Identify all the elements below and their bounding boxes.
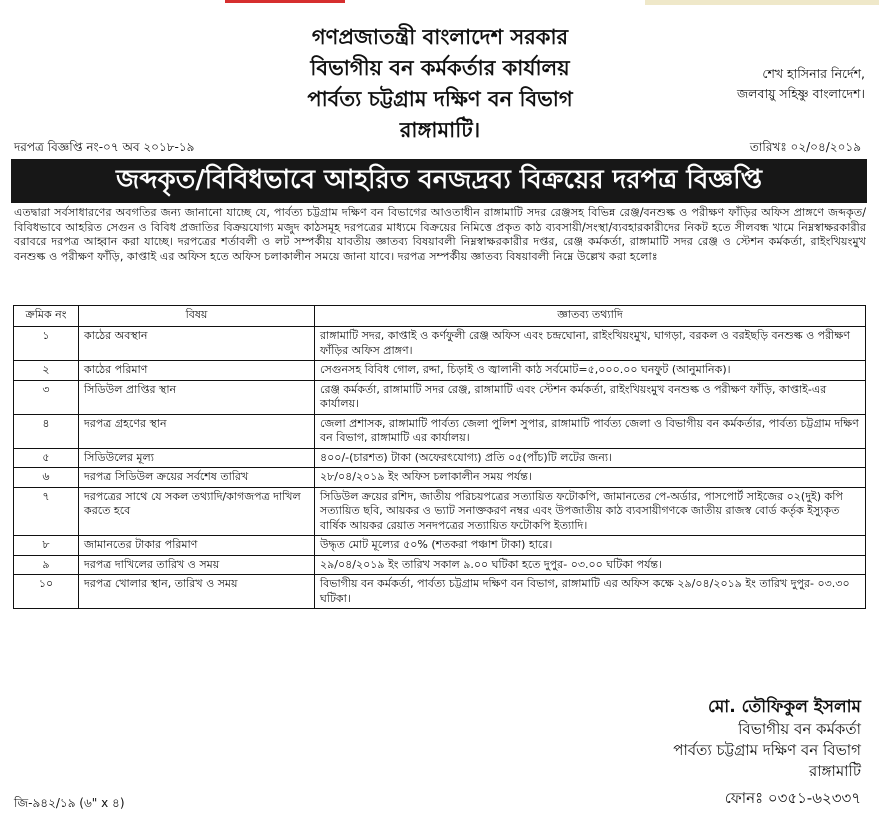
table-row [14,448,866,468]
col-header-subject: বিষয় [79,306,315,327]
col-header-serial: ক্রমিক নং [14,306,79,327]
signatory-name: মো. তৌফিকুল ইসলাম [707,697,861,717]
col-header-info: জ্ঞাতব্য তথ্যাদি [315,306,866,327]
row-subject: সিডিউলের মূল্য [79,448,315,468]
row-subject: কাঠের পরিমাণ [79,361,315,381]
header-line-division: পার্বত্য চট্টগ্রাম দক্ষিণ বন বিভাগ [307,87,573,111]
table-row [14,575,866,609]
header-line-govt: গণপ্রজাতন্ত্রী বাংলাদেশ সরকার [311,25,569,49]
row-info: উদ্ধৃত মোট মূল্যের ৫০% (শতকরা পঞ্চাশ টাকা) হারে। [315,536,866,556]
signatory-office: পার্বত্য চট্টগ্রাম দক্ষিণ বন বিভাগ [673,741,861,759]
row-subject: দরপত্র খোলার স্থান, তারিখ ও সময় [79,575,315,609]
header-line-office: বিভাগীয় বন কর্মকর্তার কার্যালয় [310,56,570,80]
table-row [14,327,866,361]
signature-block [531,695,861,809]
notice-title-banner [11,159,867,203]
row-subject: দরপত্র গ্রহণের স্থান [79,414,315,448]
row-info: সিডিউল ক্রয়ের রশিদ, জাতীয় পরিচয়পত্রের সত্যায়িত ফটোকপি, জামানতের পে-অর্ডার, পাসপোর্ট সাইজের ০২(দুই) কপি সত্যায়িত ছবি, আয়কর ও ভ্যাট সনাক্তকরণ নম্বর এবং উপজাতীয় কাঠ ব্যবসায়ীগণকে জাতীয় রাজস্ব বোর্ড কর্তৃক ইস্যুকৃত বার্ষিক আয়কর রেয়াত সনদপত্রের সত্যায়িত ফটোকপি ইত্যাদি। [315,487,866,536]
signatory-phone: ফোনঃ ০৩৫১-৬২৩৩৭ [724,789,861,807]
row-subject: সিডিউল প্রাপ্তির স্থান [79,380,315,414]
row-serial: ৯ [14,555,79,575]
row-info: রাঙ্গামাটি সদর, কাপ্তাই ও কর্ণফুলী রেঞ্জ অফিস এবং চন্দ্রঘোনা, রাইংখিয়ংমুখ, ঘাগড়া, বরকল ও বরইছড়ি বনশুল্ক ও পরীক্ষণ ফাঁড়ির অফিস প্রাঙ্গণ। [315,327,866,361]
row-serial: ৭ [14,487,79,536]
row-subject: দরপত্র সিডিউল ক্রয়ের সর্বশেষ তারিখ [79,468,315,488]
motto [655,64,865,104]
header-line-city: রাঙ্গামাটি। [399,118,481,142]
row-info: রেঞ্জ কর্মকর্তা, রাঙ্গামাটি সদর রেঞ্জ, রাঙ্গামাটি এবং স্টেশন কর্মকর্তা, রাইংখিয়ংমুখ বনশুল্ক ও পরীক্ষণ ফাঁড়ি, কাপ্তাই-এর কার্যালয়। [315,380,866,414]
notice-title: জব্দকৃত/বিবিধভাবে আহরিত বনজদ্রব্য বিক্রয়ের দরপত্র বিজ্ঞপ্তি [116,165,762,195]
table-row [14,414,866,448]
table-row [14,361,866,381]
row-subject: কাঠের অবস্থান [79,327,315,361]
office-header [240,22,640,146]
row-serial: ১০ [14,575,79,609]
row-serial: ৮ [14,536,79,556]
table-row [14,555,866,575]
signatory-designation: বিভাগীয় বন কর্মকর্তা [738,720,861,738]
row-serial: ৫ [14,448,79,468]
row-serial: ৪ [14,414,79,448]
ad-code: জি-৯৪২/১৯ (৬" x ৪) [14,796,125,810]
row-info: সেগুনসহ বিবিধ গোল, রদ্দা, চিড়াই ও জ্বালানী কাঠ সর্বমোট=৫,০০০.০০ ঘনফুট (আনুমানিক)। [315,361,866,381]
row-serial: ১ [14,327,79,361]
table-header-row [14,306,866,327]
row-info: জেলা প্রশাসক, রাঙ্গামাটি পার্বত্য জেলা পুলিশ সুপার, রাঙ্গামাটি পার্বত্য জেলা ও বিভাগীয় বন কর্মকর্তার, পার্বত্য চট্টগ্রাম দক্ষিণ বন বিভাগ, রাঙ্গামাটি এর কার্যালয়। [315,414,866,448]
row-serial: ৬ [14,468,79,488]
row-info: ২৮/০৪/২০১৯ ইং অফিস চলাকালীন সময় পর্যন্ত। [315,468,866,488]
notice-reference: দরপত্র বিজ্ঞপ্তি নং-০৭ অব ২০১৮-১৯ [14,140,195,154]
motto-line-1: শেখ হাসিনার নির্দেশ, [762,66,865,81]
intro-paragraph: এতদ্বারা সর্বসাধারণের অবগতির জন্য জানানো যাচ্ছে যে, পার্বত্য চট্টগ্রাম দক্ষিণ বন বিভাগের আওতাধীন রাঙ্গামাটি সদর রেঞ্জসহ বিভিন্ন রেঞ্জ/বনশুল্ক ও পরীক্ষণ ফাঁড়ির অফিস প্রাঙ্গণে জব্দকৃত/বিবিধভাবে আহরিত সেগুন ও বিবিধ প্রজাতির বিক্রয়যোগ্য মজুদ কাঠসমূহ দরপত্রের মাধ্যমে বিক্রয়ের নিমিত্তে প্রকৃত কাঠ ব্যবসায়ী/সংস্থা/ব্যবহারকারীদের নিকট হতে সীলবন্ধ খামে নিম্নস্বাক্ষরকারীর বরাবরে দরপত্র আহ্বান করা যাচ্ছে। দরপত্রের শর্তাবলী ও লট সম্পর্কীয় যাবতীয় জ্ঞাতব্য বিষয়াবলী নিম্নস্বাক্ষরকারীর দপ্তর, রেঞ্জ কর্মকর্তা, রাঙ্গামাটি সদর রেঞ্জ ও স্টেশন কর্মকর্তা, রাইংখিয়ংমুখ বনশুল্ক ও পরীক্ষণ ফাঁড়ি, কাপ্তাই এর অফিস হতে অফিস চলাকালীন সময়ে জানা যাবে। দরপত্র সম্পর্কীয় জ্ঞাতব্য বিষয়াবলী নিম্নে উল্লেখ করা হলোঃ [14,206,866,264]
table-row [14,380,866,414]
tender-info-table [13,305,866,609]
row-info: ২৯/০৪/২০১৯ ইং তারিখ সকাল ৯.০০ ঘটিকা হতে দুপুর- ০৩.০০ ঘটিকা পর্যন্ত। [315,555,866,575]
row-subject: দরপত্রের সাথে যে সকল তথ্যাদি/কাগজপত্র দাখিল করতে হবে [79,487,315,536]
row-info: ৪০০/-(চারশত) টাকা (অফেরৎযোগ্য) প্রতি ০৫(পাঁচ)টি লটের জন্য। [315,448,866,468]
table-row [14,536,866,556]
row-serial: ৩ [14,380,79,414]
beige-strip [645,0,879,5]
row-subject: জামানতের টাকার পরিমাণ [79,536,315,556]
notice-date: তারিখঃ ০২/০৪/২০১৯ [749,140,861,154]
signatory-place: রাঙ্গামাটি [808,762,861,780]
table-row [14,468,866,488]
row-serial: ২ [14,361,79,381]
red-strip [225,0,345,3]
row-subject: দরপত্র দাখিলের তারিখ ও সময় [79,555,315,575]
top-color-strip [0,0,879,6]
row-info: বিভাগীয় বন কর্মকর্তা, পার্বত্য চট্টগ্রাম দক্ষিণ বন বিভাগ, রাঙ্গামাটি এর অফিস কক্ষে ২৯/০৪/২০১৯ ইং তারিখ দুপুর- ০৩.৩০ ঘটিকা। [315,575,866,609]
table-row [14,487,866,536]
motto-line-2: জলবায়ু সহিষ্ণু বাংলাদেশ। [736,86,865,101]
